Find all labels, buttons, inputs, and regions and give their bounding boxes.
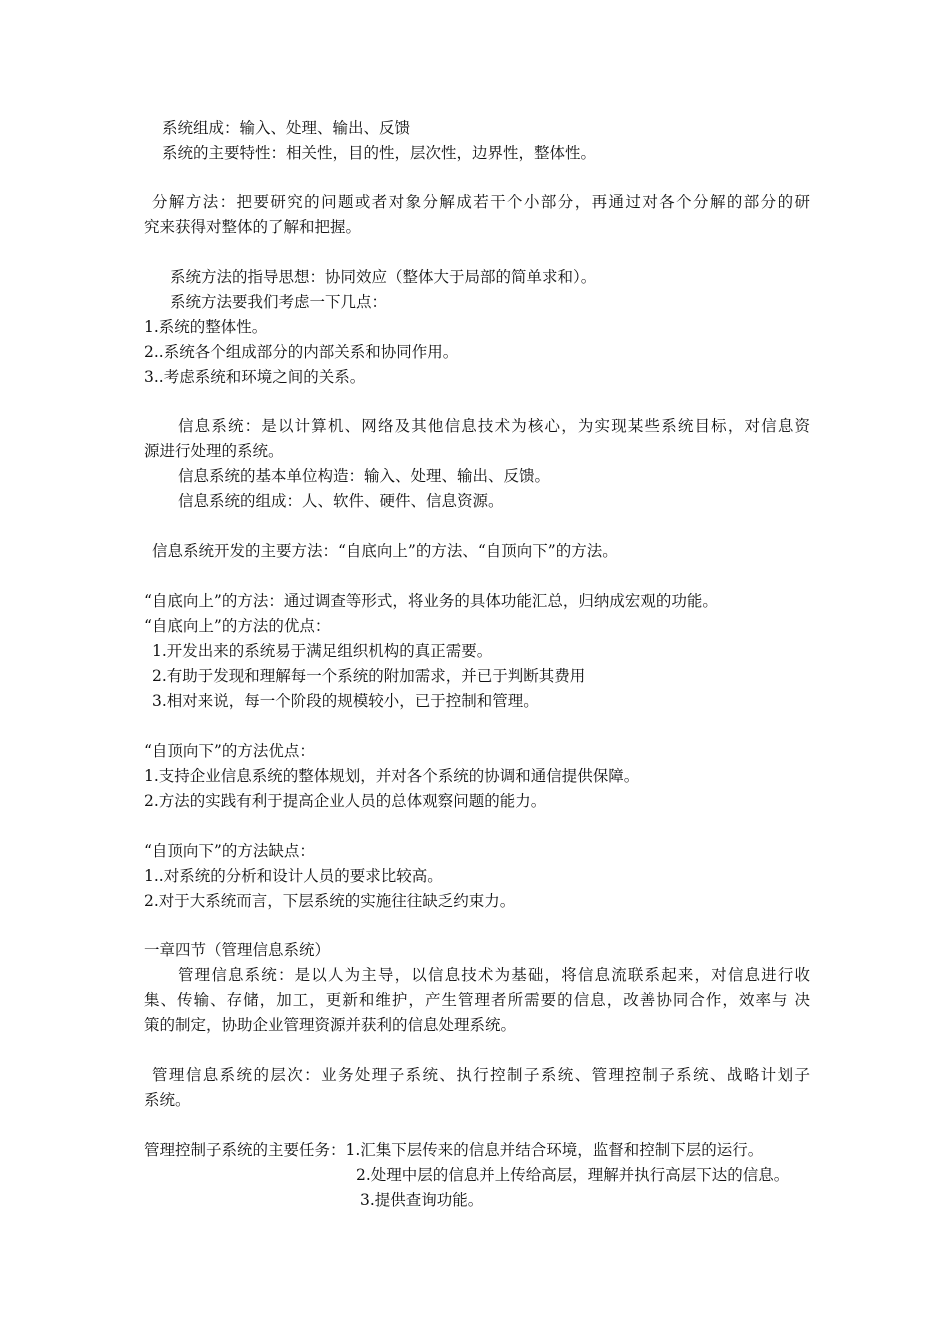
bottom-up-method-line: “自底向上”的方法：通过调查等形式，将业务的具体功能汇总，归纳成宏观的功能。	[144, 592, 718, 610]
system-characteristics-line: 系统的主要特性：相关性，目的性，层次性，边界性，整体性。	[162, 144, 597, 162]
list-item: 1.系统的整体性。	[144, 318, 268, 336]
info-system-composition-line: 信息系统的组成：人、软件、硬件、信息资源。	[178, 492, 504, 510]
mis-definition-line-3: 策的制定，协助企业管理资源并获利的信息处理系统。	[144, 1016, 517, 1034]
decomposition-method-line-2: 究来获得对整体的了解和把握。	[144, 218, 362, 236]
management-control-task-3: 3.提供查询功能。	[360, 1191, 484, 1209]
list-item: 1..对系统的分析和设计人员的要求比较高。	[144, 867, 443, 885]
mis-levels-line-2: 系统。	[144, 1091, 191, 1109]
mis-definition-line: 管理信息系统：是以人为主导，以信息技术为基础，将信息流联系起来，对信息进行收	[178, 966, 810, 984]
decomposition-method-line: 分解方法：把要研究的问题或者对象分解成若干个小部分，再通过对各个分解的部分的研	[152, 193, 810, 211]
list-item: 2.对于大系统而言，下层系统的实施往往缺乏约束力。	[144, 892, 516, 910]
mis-definition-line-2: 集、传输、存储，加工，更新和维护，产生管理者所需要的信息，改善协同合作，效率与 决	[144, 991, 810, 1009]
list-item: 2.方法的实践有利于提高企业人员的总体观察问题的能力。	[144, 792, 547, 810]
management-control-task-2: 2.处理中层的信息并上传给高层，理解并执行高层下达的信息。	[356, 1166, 790, 1184]
top-down-disadvantages-heading: “自顶向下”的方法缺点：	[144, 842, 315, 860]
list-item: 1.支持企业信息系统的整体规划，并对各个系统的协调和通信提供保障。	[144, 767, 640, 785]
dev-methods-line: 信息系统开发的主要方法：“自底向上”的方法、“自顶向下”的方法。	[152, 542, 618, 560]
system-method-points-heading: 系统方法要我们考虑一下几点：	[170, 293, 388, 311]
management-control-tasks-line: 管理控制子系统的主要任务：1.汇集下层传来的信息并结合环境，监督和控制下层的运行。	[144, 1141, 764, 1159]
bottom-up-advantages-heading: “自底向上”的方法的优点：	[144, 617, 331, 635]
list-item: 2..系统各个组成部分的内部关系和协同作用。	[144, 343, 459, 361]
info-system-unit-line: 信息系统的基本单位构造：输入、处理、输出、反馈。	[178, 467, 551, 485]
mis-levels-line: 管理信息系统的层次：业务处理子系统、执行控制子系统、管理控制子系统、战略计划子	[152, 1066, 810, 1084]
info-system-definition-line-2: 源进行处理的系统。	[144, 442, 284, 460]
list-item: 1.开发出来的系统易于满足组织机构的真正需要。	[152, 642, 493, 660]
info-system-definition-line: 信息系统：是以计算机、网络及其他信息技术为核心，为实现某些系统目标，对信息资	[178, 417, 810, 435]
section-heading: 一章四节（管理信息系统）	[144, 941, 331, 959]
list-item: 3..考虑系统和环境之间的关系。	[144, 368, 366, 386]
top-down-advantages-heading: “自顶向下”的方法优点：	[144, 742, 315, 760]
list-item: 3.相对来说，每一个阶段的规模较小，已于控制和管理。	[152, 692, 539, 710]
system-method-guiding-line: 系统方法的指导思想：协同效应（整体大于局部的简单求和）。	[170, 268, 597, 286]
list-item: 2.有助于发现和理解每一个系统的附加需求，并已于判断其费用	[152, 667, 586, 685]
system-composition-line: 系统组成：输入、处理、输出、反馈	[162, 119, 411, 137]
